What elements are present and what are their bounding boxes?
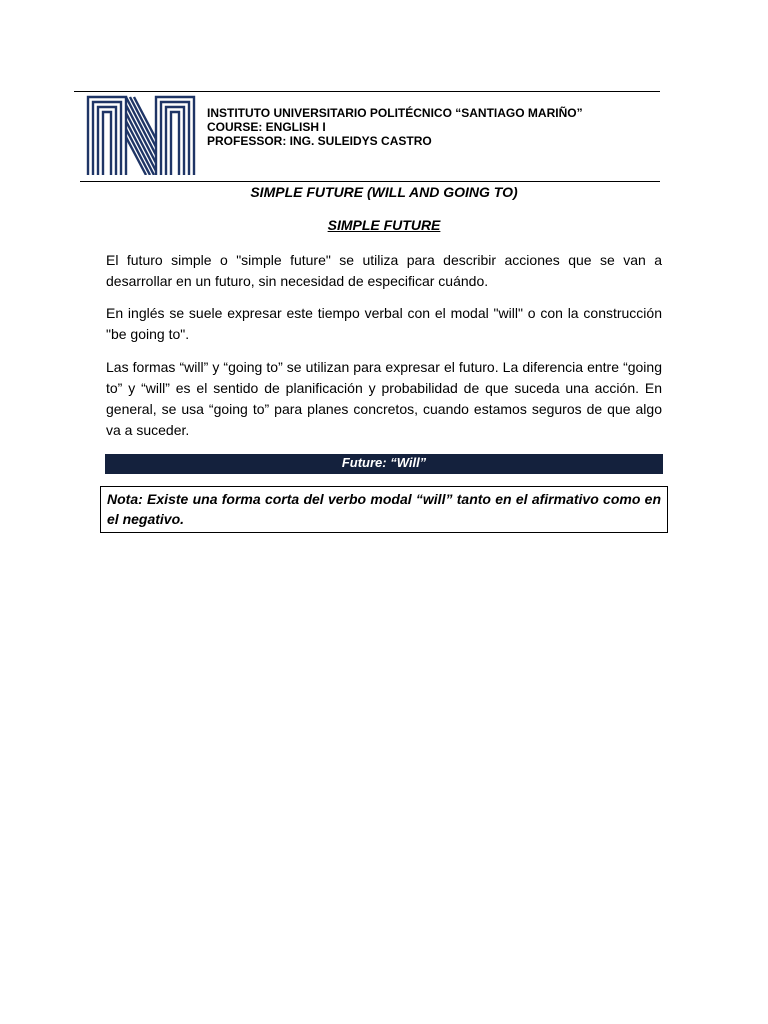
- note-box: Nota: Existe una forma corta del verbo modal “will” tanto en el afirmativo como en el negativo.: [100, 486, 668, 533]
- paragraph-1: El futuro simple o "simple future" se utiliza para describir acciones que se van a desarrollar en un futuro, sin necesidad de especificar cuándo.: [106, 252, 662, 289]
- institution-logo: [86, 95, 196, 175]
- institution-name: INSTITUTO UNIVERSITARIO POLITÉCNICO “SANTIAGO MARIÑO”: [207, 106, 583, 120]
- course-name: COURSE: ENGLISH I: [207, 120, 326, 134]
- header-info: [207, 106, 583, 148]
- future-will-banner: Future: “Will”: [105, 454, 663, 474]
- document-title: SIMPLE FUTURE (WILL AND GOING TO): [250, 184, 518, 200]
- section-title: [104, 217, 664, 233]
- header-bottom-rule: [80, 181, 660, 182]
- paragraph-2: En inglés se suele expresar este tiempo verbal con el modal "will" o con la construcción "be going to".: [106, 305, 662, 342]
- header-top-rule: [74, 91, 660, 92]
- paragraph-3: Las formas “will” y “going to” se utilizan para expresar el futuro. La diferencia entre “going to” y “will” es el sentido de planificación y probabilidad de que suceda una acción. En general, se usa “going to” para planes concretos, cuando estamos seguros de que algo va a suceder.: [106, 359, 662, 438]
- professor-name: PROFESSOR: ING. SULEIDYS CASTRO: [207, 134, 432, 148]
- section-title-text: SIMPLE FUTURE: [327, 217, 441, 233]
